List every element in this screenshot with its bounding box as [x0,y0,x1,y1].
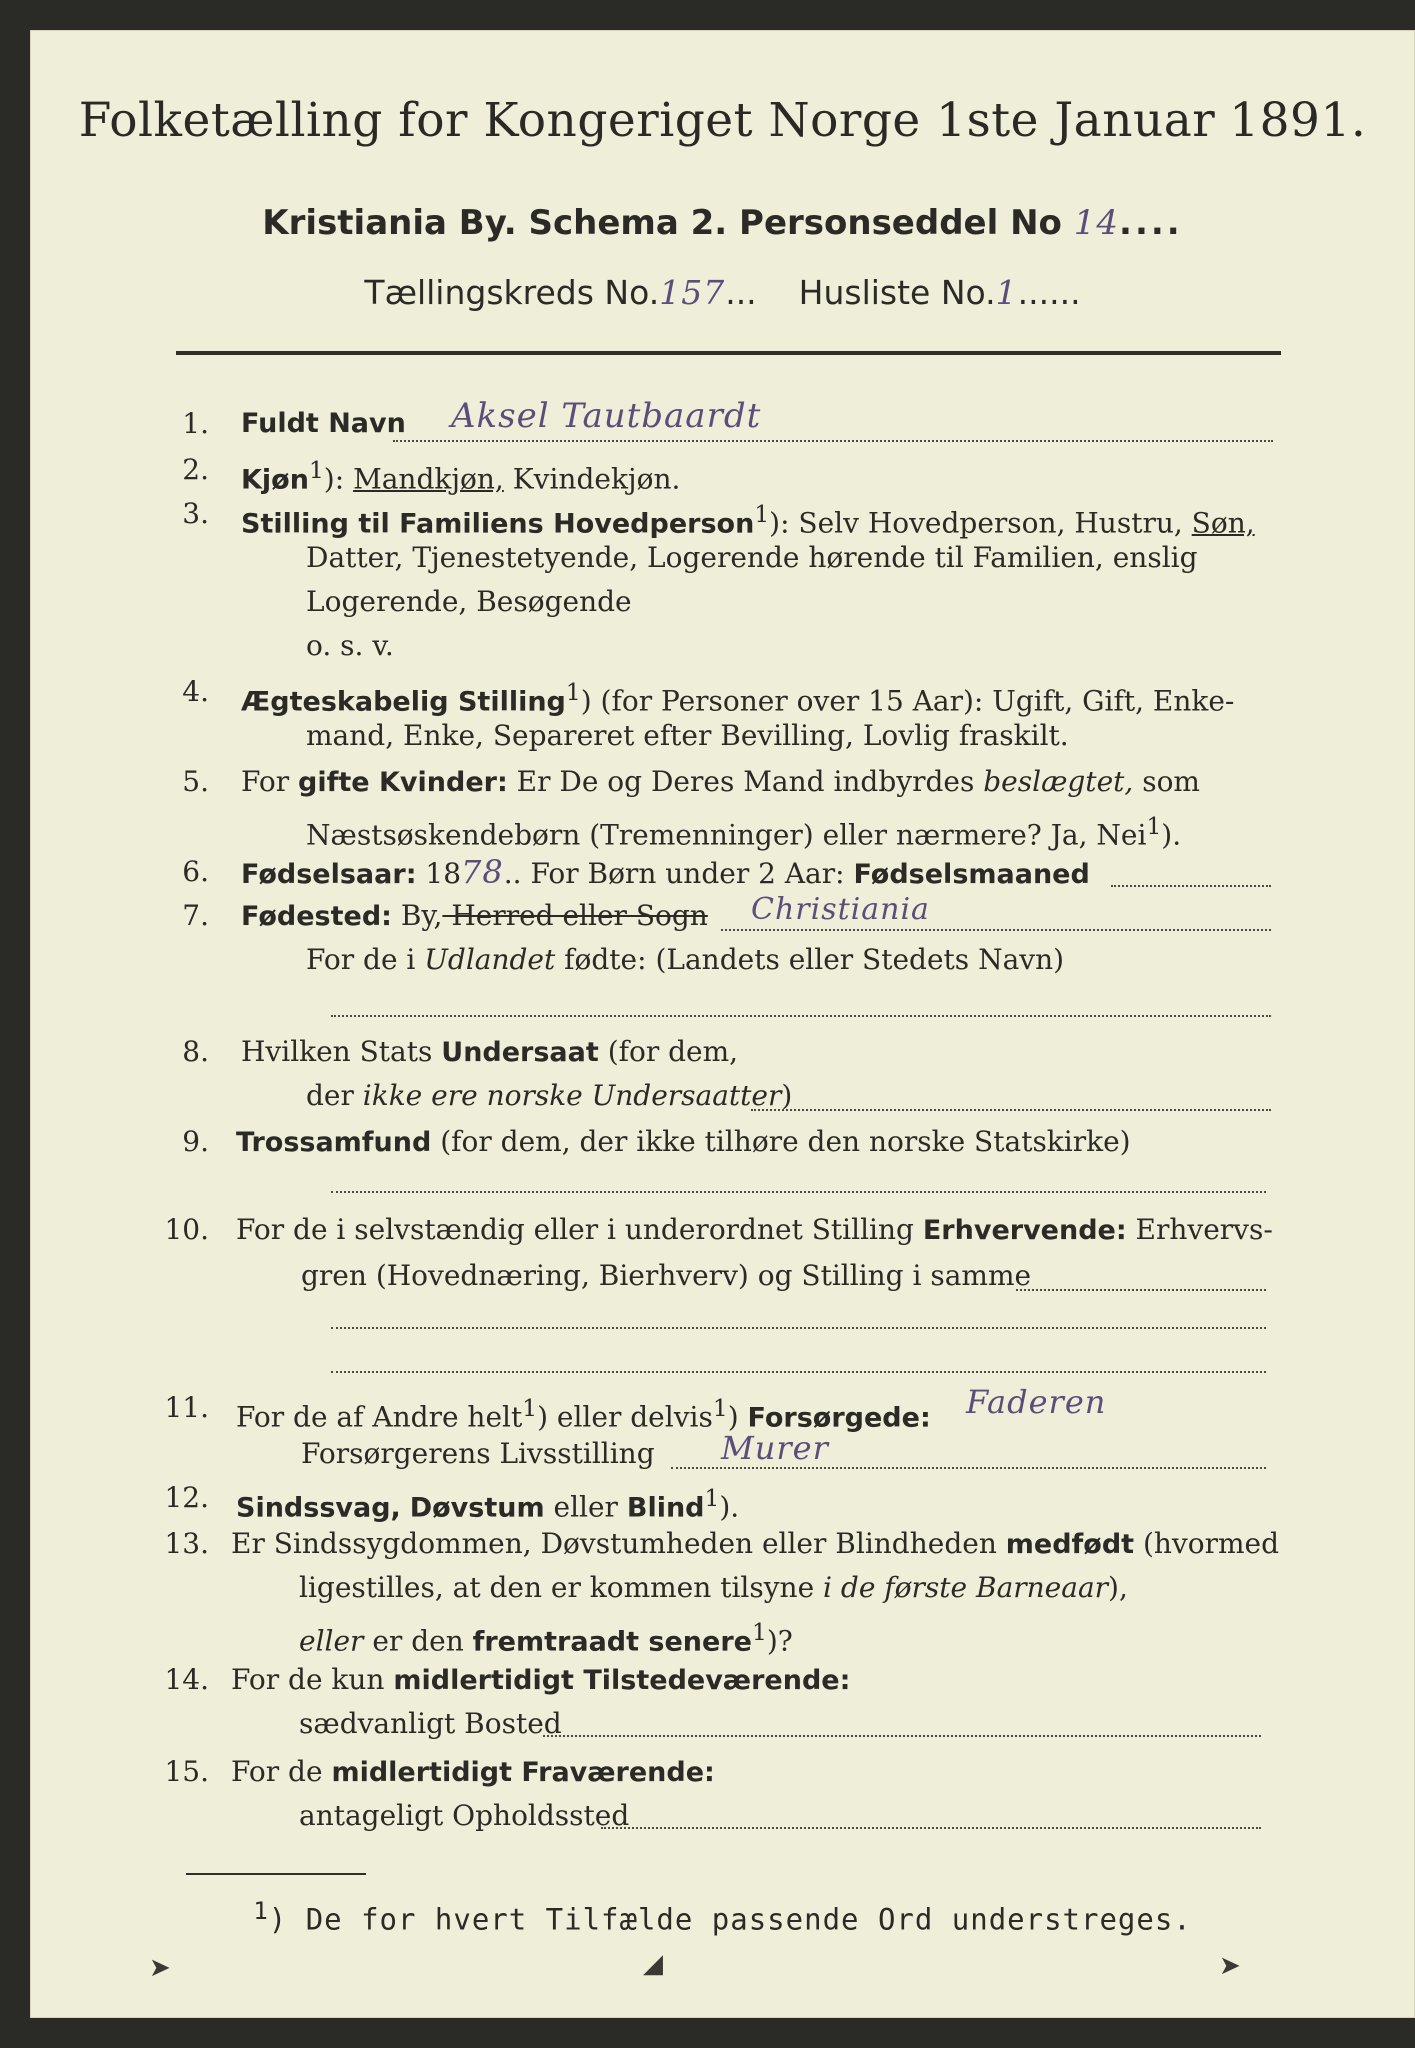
selected-option: Mandkjøn, [353,462,504,496]
field-number: 1. [182,407,209,440]
field-7-line-2 [306,943,1064,977]
field-text: ikke ere norske Undersaatter [362,1079,782,1112]
husliste-number: 1 [995,273,1018,312]
field-label: midlertidigt Tilstedeværende: [393,1665,851,1696]
birth-year-value: 78 [461,853,504,891]
field-text: (hvormed [1134,1527,1280,1560]
field-label: Trossamfund [236,1127,432,1158]
field-text: By, [391,899,443,932]
footnote-ref: 1 [522,1394,538,1422]
field-text: Kvindekjøn. [503,462,681,496]
field-number: 3. [182,497,209,530]
field-label: medfødt [1005,1529,1135,1560]
field-dotline [671,1467,1266,1469]
field-text: For de af Andre helt [236,1400,523,1434]
field-4-line-2: mand, Enke, Separeret efter Bevilling, Lovlig fraskilt. [306,719,1069,752]
field-text: ) eller delvis [537,1400,713,1434]
field-text: For de [231,1755,332,1788]
field-number: 6. [182,855,209,888]
field-dotline [1111,885,1271,887]
field-label: Fødselsmaaned [853,859,1090,890]
field-number: 13. [164,1527,209,1560]
provider-occupation-value: Murer [721,1429,829,1467]
personseddel-number: 14 [1073,203,1120,243]
field-8-dotline [751,1109,1271,1111]
field-label: Sindssvag, [236,1492,401,1524]
field-label: Undersaat [441,1037,599,1068]
field-text: i de første Barneaar [823,1571,1109,1604]
field-number: 12. [164,1481,209,1514]
field-number: 11. [164,1391,209,1424]
field-text: eller [544,1490,627,1524]
field-label: midlertidigt Fraværende: [331,1757,715,1788]
census-form-sheet: Folketælling for Kongeriget Norge 1ste Januar 1891. Kristiania By. Schema 2. Personseddel No 14.... Tællingskreds No.157... Husliste No.1...... 1. Fuldt Navn Aksel Tautbaardt 2. Kjøn$^1$): Mandkjøn, Kvindekjøn. 3. Stilling til Familiens Hovedperson$^1$): Selv Hovedperson, Hustru, Søn, Datter, Tjenestetyende, Logerende hørende til Familien, enslig Logerende, Besøgende o. s. v. 4. Ægteskabelig Stilling$^1$) (for Personer over 15 Aar): Ugift, Gift, Enke- mand, Enke, Separeret efter Bevilling, Lovlig fraskilt. 5. For gifte Kvinder: Er De og Deres Mand indbyrdes beslægtet, som Næstsøskendebørn (Tremenninger) eller nærmere? Ja, Nei$^1$). 6. Fødselsaar: 1878.. For Børn under 2 Aar: Fødselsmaaned 7. Fødested: By, Herred eller Sogn Christiania For de i Udlandet fødte: (Landets eller Stedets Navn) 8. Hvilken Stats Undersaat (for dem, der ikke ere norske Undersaatter) 9. Trossamfund (for dem, der ikke tilhøre den norske Statskirke) 10. For de i selvstændig eller i underordnet Stilling Erhvervende: Erhvervs- gren (Hovednæring, Bierhverv) og Stilling i samme 11. For de af Andre helt$^1$) eller delvis$^1$) Forsørgede: Faderen Forsørgerens Livsstilling Murer 12. Sindssvag, Døvstum eller Blind$^1$). 13. Er Sindssygdommen, Døvstumheden eller Blindheden medfødt (hvormed ligestilles, at den er kommen tilsyne i de første Barneaar), eller er den fremtraadt senere$^1$)? 14. For de kun midlertidigt Tilstedeværende: sædvanligt Bosted 15. For de midlertidigt Fraværende: antageligt Opholdssted $^1$) De for hvert Tilfælde passende Ord understreges. ➤ ◢ ➤ [30,30,1415,2018]
field-number: 5. [182,765,209,798]
field-label: Fødested: [241,901,392,932]
field-number: 10. [164,1213,209,1246]
footnote-marker: 1 [253,1897,269,1925]
footnote-ref: 1 [754,500,770,528]
field-14-dotline [543,1735,1261,1737]
field-3-line-2: Datter, Tjenestetyende, Logerende hørende til Familien, enslig [306,541,1198,574]
field-label: Blind [626,1492,705,1524]
field-label: gifte Kvinder: [298,767,508,798]
field-label: Døvstum [409,1492,545,1524]
kreds-number: 157 [659,273,726,312]
field-10-dotline [1016,1289,1266,1291]
field-text: Udlandet [424,943,556,976]
footnote-ref: 1 [1146,812,1162,840]
field-number: 15. [164,1755,209,1788]
kreds-label: Tællingskreds No. [364,273,660,312]
footnote-ref: 1 [704,1484,720,1512]
field-text: ligestilles, at den er kommen tilsyne [299,1571,824,1604]
header-rule [176,351,1281,355]
form-title [31,93,1414,148]
title-text: Folketælling for Kongeriget Norge 1ste Januar [78,93,1216,148]
field-10-dotline-3 [331,1371,1266,1373]
footnote-ref: 1 [565,678,581,706]
field-text: (for dem, der ikke tilhøre den norske Statskirke) [431,1125,1131,1158]
struck-option: Herred eller Sogn [442,899,708,932]
field-text: Hvilken Stats [241,1035,442,1068]
field-text: ), [1108,1571,1128,1604]
margin-mark: ➤ [1219,1951,1241,1981]
field-number: 14. [164,1663,209,1696]
field-10-dotline-2 [331,1327,1266,1329]
field-text: 18 [416,857,462,890]
field-text: som [1133,765,1200,798]
birthplace-value: Christiania [751,892,930,927]
field-dotline [721,929,1271,931]
field-5-line-2 [306,809,1181,852]
field-text: For Børn under 2 Aar: [521,857,854,890]
field-15-line-2: antageligt Opholdssted [299,1799,630,1832]
title-year: 1891. [1229,93,1367,148]
field-text: Næstsøskendebørn (Tremenninger) eller nærmere? Ja, Nei [306,818,1147,852]
field-text: ) [727,1400,748,1434]
field-label: Kjøn [241,464,309,496]
field-text: (for dem, [598,1035,739,1068]
field-13-line-2 [299,1571,1128,1605]
field-14-line-2: sædvanligt Bosted [299,1707,562,1740]
margin-mark: ➤ [149,1953,171,1983]
field-text: fødte: (Landets eller Stedets Navn) [555,943,1065,976]
margin-mark: ◢ [643,1949,663,1979]
field-number: 9. [182,1125,209,1158]
field-13-line-3 [299,1615,793,1659]
field-8-line-2 [306,1079,1306,1113]
field-number: 4. [182,675,209,708]
field-number: 8. [182,1035,209,1068]
field-number: 2. [182,453,209,486]
field-number: 7. [182,899,209,932]
field-9-dotline [331,1191,1266,1193]
field-15-dotline [601,1827,1261,1829]
subtitle-text: Kristiania By. Schema 2. Personseddel No [262,203,1062,243]
footnote-text: ) De for hvert Tilfælde passende Ord understreges. [268,1902,1192,1937]
field-text: )? [766,1624,793,1658]
footnote [31,1897,1414,1937]
field-text: ): Selv Hovedperson, Hustru, [769,506,1192,540]
provider-value: Faderen [966,1383,1107,1421]
field-3-line-4: o. s. v. [306,629,394,662]
husliste-label: Husliste No. [798,273,996,312]
field-text: beslægtet, [983,765,1134,798]
field-text: ) (for Personer over 15 Aar): Ugift, Gift, Enke- [580,684,1235,718]
field-text: eller [299,1624,364,1658]
field-text: ): [323,462,354,496]
field-text: ). [1161,818,1182,852]
field-text: For de i [306,943,425,976]
field-dotline [393,440,1273,442]
field-label: Erhvervende: [922,1215,1127,1246]
footnote-rule [186,1873,366,1875]
field-label: Ægteskabelig Stilling [241,686,566,718]
field-label: Forsørgede: [747,1402,931,1434]
field-label: fremtraadt senere [472,1626,752,1658]
field-7-dotline [331,1015,1271,1017]
field-label: Stilling til Familiens Hovedperson [241,508,755,540]
field-text: For de kun [231,1663,394,1696]
full-name-value: Aksel Tautbaardt [451,396,762,436]
field-label: Fuldt Navn [241,408,406,439]
field-text: ). [719,1490,740,1524]
field-text: Erhvervs- [1126,1213,1273,1246]
district-line: Tællingskreds No.157... Husliste No.1...... [364,273,1081,312]
field-label: Fødselsaar: [241,859,417,890]
field-text: Forsørgerens Livsstilling [301,1437,655,1470]
form-subtitle: Kristiania By. Schema 2. Personseddel No 14.... [262,203,1183,243]
field-text: Er De og Deres Mand indbyrdes [507,765,984,798]
field-10-line-2: gren (Hovednæring, Bierhverv) og Stilling i samme [301,1259,1032,1292]
footnote-ref: 1 [308,456,324,484]
selected-option: Søn, [1191,506,1255,540]
footnote-ref: 1 [751,1618,767,1646]
field-3-line-3: Logerende, Besøgende [306,585,632,618]
field-text: Er Sindssygdommen, Døvstumheden eller Blindheden [231,1527,1006,1560]
footnote-ref: 1 [712,1394,728,1422]
field-text: ) [781,1079,793,1112]
field-text: For de i selvstændig eller i underordnet Stilling [236,1213,923,1246]
field-text: der [306,1079,363,1112]
field-text: For [241,765,299,798]
field-text: er den [363,1624,473,1658]
